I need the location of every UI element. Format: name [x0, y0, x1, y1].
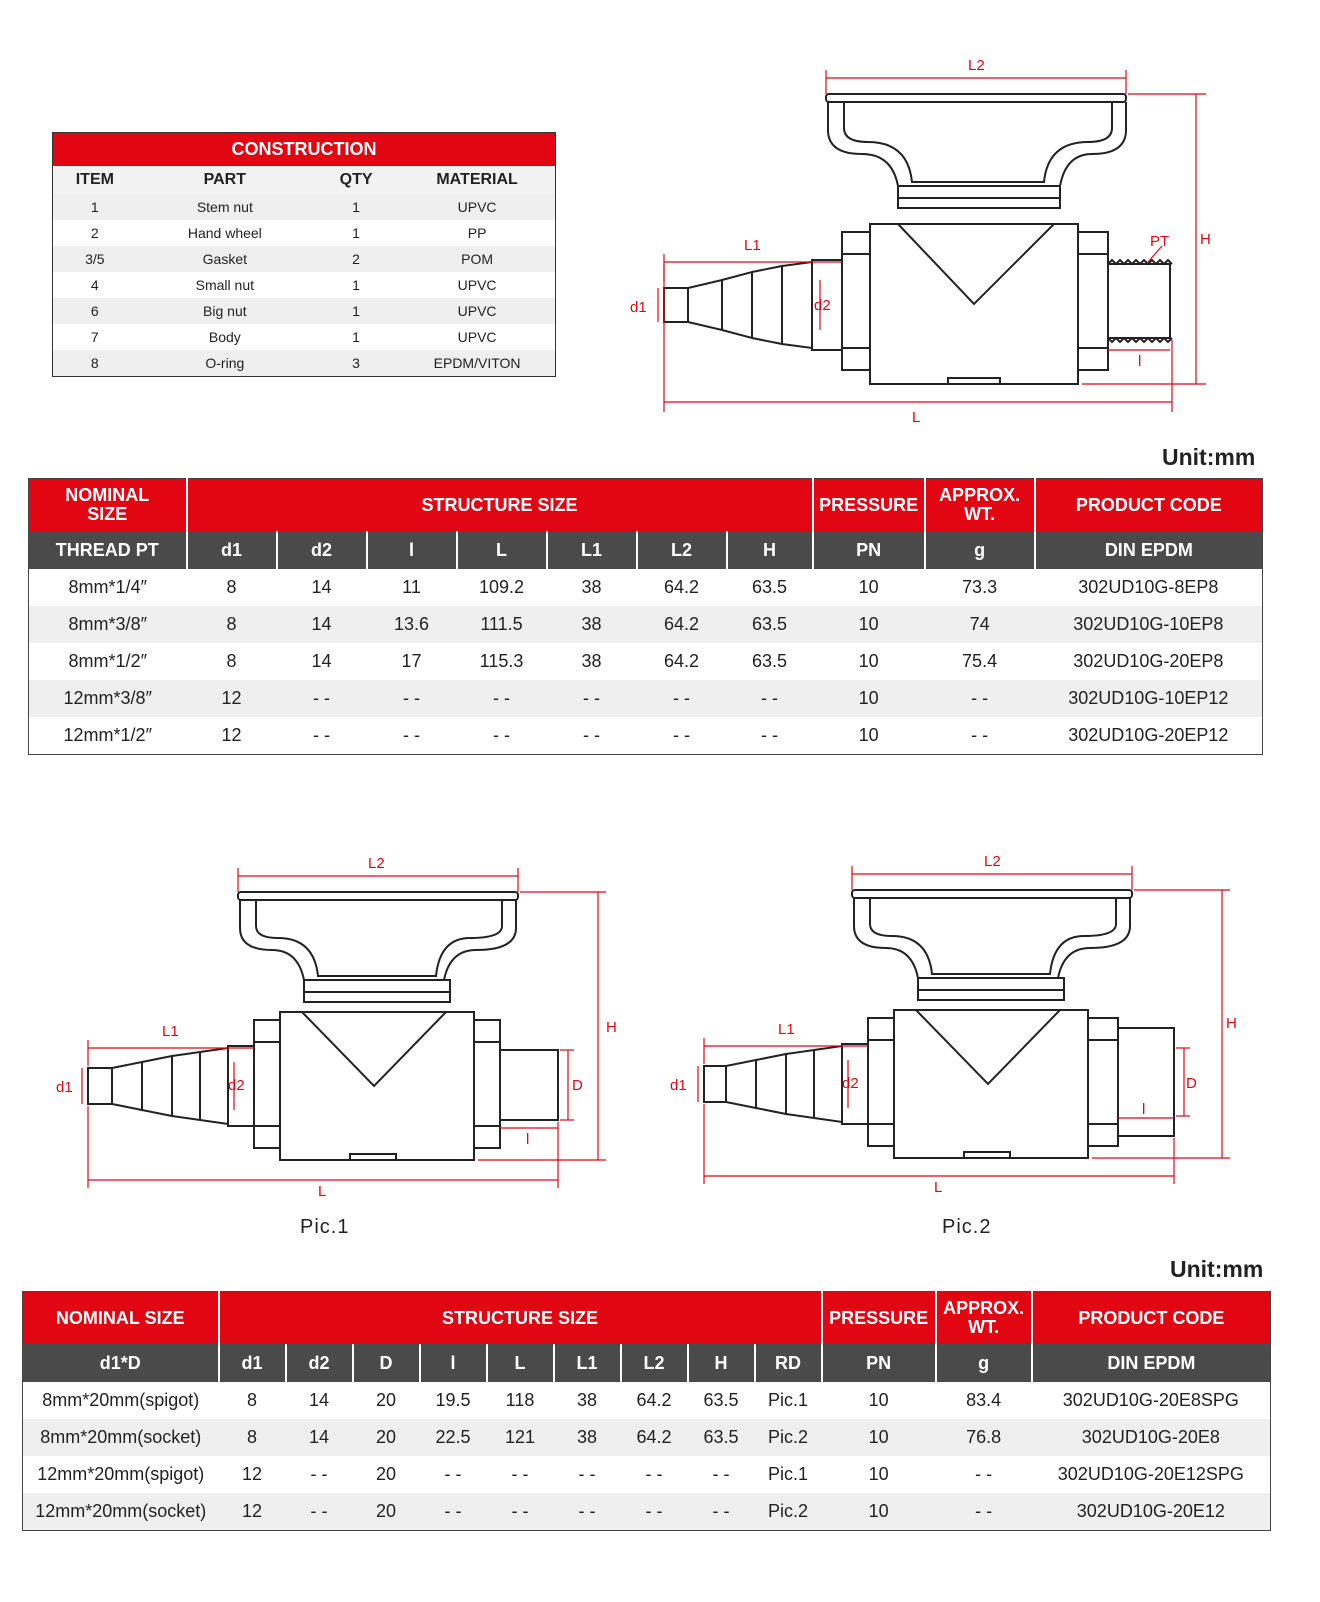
table-cell: - - — [313, 725, 330, 745]
table-cell: 118 — [505, 1390, 535, 1410]
table-cell: 302UD10G-20E12SPG — [1057, 1464, 1244, 1484]
table-row — [23, 1419, 1271, 1456]
table-cell: 1 — [313, 298, 399, 324]
pic2-label-L1: L1 — [778, 1021, 795, 1038]
spec-table-spigot-socket — [22, 1291, 1271, 1531]
table-cell: - - — [367, 680, 457, 717]
table-cell: 10 — [858, 577, 879, 597]
table-row — [53, 350, 556, 377]
table-cell: 302UD10G-20E8 — [1032, 1419, 1271, 1456]
spec-col-header: d1*D — [23, 1344, 219, 1382]
table-cell: 2 — [90, 225, 99, 241]
spec1-header-group-row — [29, 479, 1263, 532]
table-cell: 64.2 — [663, 651, 700, 671]
table-cell: 13.6 — [367, 606, 457, 643]
table-cell: EPDM/VITON — [399, 350, 555, 377]
table-cell: - - — [444, 1464, 462, 1484]
table-cell: - - — [578, 1464, 596, 1484]
table-cell: 1 — [352, 277, 360, 293]
table-cell: - - — [403, 725, 420, 745]
pic1-caption: Pic.1 — [300, 1216, 350, 1238]
table-cell: 38 — [581, 577, 602, 597]
table-cell: 63.5 — [752, 577, 788, 597]
table-cell: 8mm*1/2″ — [68, 651, 147, 671]
pic1-label-d1: d1 — [56, 1079, 73, 1096]
label-L2: L2 — [968, 57, 985, 74]
table-cell: 3 — [313, 350, 399, 377]
construction-col-header: PART — [137, 166, 313, 194]
label-l: l — [1138, 353, 1142, 370]
table-cell: 73.3 — [962, 577, 998, 597]
pic2-label-d2: d2 — [842, 1075, 859, 1092]
table-cell: 38 — [547, 606, 637, 643]
table-row — [53, 324, 556, 350]
table-cell: - - — [420, 1493, 487, 1531]
pic1-label-L: L — [318, 1183, 327, 1200]
table-cell: 12mm*3/8″ — [29, 680, 187, 717]
table-cell: 10 — [858, 651, 879, 671]
table-cell: 7 — [90, 329, 99, 345]
table-cell: Pic.1 — [768, 1464, 809, 1484]
table-cell: 17 — [401, 651, 422, 671]
table-cell: 8 — [53, 350, 137, 377]
table-cell: - - — [645, 1464, 663, 1484]
spec-col-header: THREAD PT — [29, 531, 187, 569]
table-cell: 302UD10G-10EP12 — [1035, 680, 1263, 717]
table-cell: 2 — [313, 246, 399, 272]
table-cell: 63.5 — [703, 1390, 739, 1410]
table-cell: 63.5 — [688, 1419, 755, 1456]
table-row — [29, 680, 1263, 717]
table-cell: 14 — [308, 1390, 330, 1410]
table-cell: 14 — [311, 577, 332, 597]
table-cell: Gasket — [137, 246, 313, 272]
construction-col-header: ITEM — [53, 166, 137, 194]
pic1-label-L1: L1 — [162, 1023, 179, 1040]
table-cell: 38 — [581, 651, 602, 671]
spec2-head-nominal: NOMINAL SIZE — [23, 1292, 219, 1345]
table-cell: Body — [208, 329, 241, 345]
table-cell: Pic.2 — [755, 1419, 822, 1456]
pic2-socket-drawing — [664, 852, 1244, 1202]
table-cell: 12mm*20mm(socket) — [23, 1493, 219, 1531]
table-cell: 12mm*20mm(spigot) — [37, 1464, 205, 1484]
table-cell: - - — [277, 680, 367, 717]
table-row — [29, 717, 1263, 755]
table-cell: 20 — [353, 1419, 420, 1456]
table-cell: - - — [547, 680, 637, 717]
table-cell: 302UD10G-20EP8 — [1073, 651, 1224, 671]
label-d2: d2 — [814, 297, 831, 314]
pic2-label-H: H — [1226, 1015, 1237, 1032]
spec-col-header: DIN EPDM — [1035, 531, 1263, 569]
table-cell: 63.5 — [752, 651, 788, 671]
table-cell: - - — [936, 1493, 1032, 1531]
label-PT: PT — [1150, 233, 1170, 250]
spec-col-header: g — [936, 1344, 1032, 1382]
table-cell: 109.2 — [478, 577, 525, 597]
table-cell: Stem nut — [137, 194, 313, 220]
table-cell: 1 — [313, 194, 399, 220]
table-cell: - - — [688, 1493, 755, 1531]
construction-title: CONSTRUCTION — [53, 133, 556, 167]
table-row — [53, 246, 556, 272]
spec-col-header: l — [367, 531, 457, 569]
spec-col-header: L1 — [554, 1344, 621, 1382]
spec2-body — [23, 1382, 1271, 1531]
spec2-head-structure: STRUCTURE SIZE — [219, 1292, 822, 1345]
table-cell: 63.5 — [727, 606, 813, 643]
spec-col-header: H — [688, 1344, 755, 1382]
table-cell: Pic.1 — [768, 1390, 809, 1410]
table-cell: 111.5 — [457, 606, 547, 643]
table-cell: - - — [761, 725, 779, 745]
spec2-header-group-row — [23, 1292, 1271, 1345]
table-cell: 10 — [813, 606, 925, 643]
pic1-label-l: l — [526, 1131, 530, 1148]
table-cell: Big nut — [137, 298, 313, 324]
table-cell: 10 — [858, 725, 879, 745]
table-cell: 10 — [813, 680, 925, 717]
spec-col-header: L — [487, 1344, 554, 1382]
spec-col-header: DIN EPDM — [1032, 1344, 1271, 1382]
table-cell: 8mm*20mm(socket) — [23, 1419, 219, 1456]
table-cell: PP — [467, 225, 487, 241]
table-cell: 10 — [822, 1493, 936, 1531]
table-cell: 10 — [868, 1390, 889, 1410]
table-cell: 64.2 — [621, 1419, 688, 1456]
table-row — [29, 643, 1263, 680]
spec2-head-pressure: PRESSURE — [822, 1292, 936, 1345]
table-cell: 8 — [187, 606, 277, 643]
table-cell: 4 — [90, 277, 99, 293]
pic1-label-D: D — [572, 1077, 583, 1094]
table-cell: 302UD10G-20EP12 — [1068, 725, 1229, 745]
table-cell: - - — [712, 1464, 730, 1484]
construction-col-header: MATERIAL — [399, 166, 555, 194]
table-cell: - - — [554, 1493, 621, 1531]
spec-col-header: d2 — [286, 1344, 353, 1382]
spec-col-header: d1 — [187, 531, 277, 569]
table-cell: 302UD10G-10EP8 — [1035, 606, 1263, 643]
construction-table — [52, 132, 556, 377]
table-cell: 20 — [375, 1390, 397, 1410]
table-cell: 12 — [241, 1464, 263, 1484]
table-cell: UPVC — [399, 194, 555, 220]
spec1-head-code: PRODUCT CODE — [1035, 479, 1263, 532]
table-cell: 10 — [868, 1464, 889, 1484]
table-cell: 19.5 — [435, 1390, 471, 1410]
table-cell: 38 — [576, 1390, 598, 1410]
pic1-spigot-drawing — [50, 852, 630, 1202]
table-cell: - - — [493, 725, 510, 745]
table-row — [23, 1456, 1271, 1493]
pic2-label-L2: L2 — [984, 853, 1001, 870]
table-cell: POM — [399, 246, 555, 272]
table-cell: 121 — [487, 1419, 554, 1456]
table-cell: 14 — [286, 1419, 353, 1456]
spec1-head-pressure: PRESSURE — [813, 479, 925, 532]
table-cell: 64.2 — [637, 606, 727, 643]
table-row — [53, 220, 556, 246]
table-cell: 38 — [554, 1419, 621, 1456]
table-cell: 3/5 — [53, 246, 137, 272]
table-cell: 76.8 — [936, 1419, 1032, 1456]
pic2-label-L: L — [934, 1179, 943, 1196]
table-cell: 12mm*1/2″ — [63, 725, 152, 745]
table-cell: - - — [637, 680, 727, 717]
table-cell: 115.3 — [479, 651, 524, 671]
table-cell: 12 — [221, 725, 242, 745]
table-cell: UPVC — [399, 298, 555, 324]
table-cell: 22.5 — [420, 1419, 487, 1456]
table-row — [53, 194, 556, 220]
table-cell: 6 — [53, 298, 137, 324]
table-cell: O-ring — [137, 350, 313, 377]
table-row — [29, 606, 1263, 643]
table-cell: - - — [673, 725, 690, 745]
table-cell: - - — [975, 1464, 993, 1484]
table-cell: - - — [925, 680, 1035, 717]
spec-col-header: D — [353, 1344, 420, 1382]
spec-col-header: RD — [755, 1344, 822, 1382]
table-cell: Hand wheel — [187, 225, 262, 241]
spec1-body — [29, 569, 1263, 755]
table-cell: Small nut — [195, 277, 254, 293]
spec-col-header: d1 — [219, 1344, 286, 1382]
table-cell: 11 — [402, 577, 421, 597]
unit-label-2: Unit:mm — [1170, 1256, 1264, 1282]
pic1-label-L2: L2 — [368, 855, 385, 872]
pic2-caption: Pic.2 — [942, 1216, 992, 1238]
table-cell: 64.2 — [663, 577, 700, 597]
spec1-head-weight: APPROX. WT. — [925, 479, 1035, 532]
label-L1: L1 — [744, 237, 761, 254]
spec-col-header: H — [727, 531, 813, 569]
label-d1: d1 — [630, 299, 647, 316]
spec-col-header: L1 — [547, 531, 637, 569]
table-cell: 8 — [219, 1419, 286, 1456]
table-cell: 20 — [375, 1464, 397, 1484]
pic1-label-H: H — [606, 1019, 617, 1036]
table-cell: 64.2 — [636, 1390, 672, 1410]
spec-col-header: PN — [813, 531, 925, 569]
table-row — [53, 298, 556, 324]
spec-col-header: d2 — [277, 531, 367, 569]
table-cell: - - — [971, 725, 989, 745]
table-cell: - - — [286, 1493, 353, 1531]
table-cell: - - — [457, 680, 547, 717]
pic2-label-D: D — [1186, 1075, 1197, 1092]
table-row — [29, 569, 1263, 606]
spec-col-header: L2 — [621, 1344, 688, 1382]
pic2-label-l: l — [1142, 1101, 1146, 1118]
spec-col-header: L — [457, 531, 547, 569]
spec2-head-code: PRODUCT CODE — [1032, 1292, 1271, 1345]
table-cell: 302UD10G-8EP8 — [1078, 577, 1219, 597]
table-cell: 8 — [246, 1390, 257, 1410]
table-cell: 14 — [277, 606, 367, 643]
spec-col-header: g — [925, 531, 1035, 569]
table-cell: 8mm*20mm(spigot) — [42, 1390, 200, 1410]
table-cell: UPVC — [457, 329, 497, 345]
table-cell: 1 — [352, 329, 360, 345]
spec2-header-row — [23, 1344, 1271, 1382]
table-cell: 8mm*3/8″ — [29, 606, 187, 643]
spec-col-header: l — [420, 1344, 487, 1382]
table-cell: 302UD10G-20E8SPG — [1062, 1390, 1239, 1410]
table-cell: Pic.2 — [755, 1493, 822, 1531]
label-L: L — [912, 409, 921, 426]
spec-col-header: L2 — [637, 531, 727, 569]
table-cell: 14 — [311, 651, 332, 671]
table-cell: - - — [310, 1464, 328, 1484]
table-cell: - - — [511, 1464, 529, 1484]
table-row — [23, 1493, 1271, 1531]
spec1-head-structure: STRUCTURE SIZE — [187, 479, 813, 532]
construction-header-row — [53, 166, 556, 194]
spec1-head-nominal: NOMINAL SIZE — [29, 479, 187, 532]
construction-col-header: QTY — [313, 166, 399, 194]
pic1-label-d2: d2 — [228, 1077, 245, 1094]
table-cell: 12 — [219, 1493, 286, 1531]
table-cell: - - — [727, 680, 813, 717]
spec-table-threaded — [28, 478, 1263, 755]
table-cell: - - — [487, 1493, 554, 1531]
table-cell: 8 — [226, 577, 237, 597]
spec2-head-weight: APPROX. WT. — [936, 1292, 1032, 1345]
table-cell: 8mm*1/4″ — [68, 577, 147, 597]
spec-col-header: PN — [822, 1344, 936, 1382]
table-cell: 1 — [53, 194, 137, 220]
threaded-valve-drawing — [630, 50, 1270, 440]
table-cell: UPVC — [457, 277, 497, 293]
table-cell: 10 — [822, 1419, 936, 1456]
table-cell: - - — [583, 725, 600, 745]
table-row — [23, 1382, 1271, 1419]
table-cell: 8 — [226, 651, 237, 671]
table-row — [53, 272, 556, 298]
table-cell: 83.4 — [966, 1390, 1002, 1410]
table-cell: 75.4 — [962, 651, 998, 671]
spec1-header-row — [29, 531, 1263, 569]
table-cell: 12 — [187, 680, 277, 717]
unit-label-1: Unit:mm — [1162, 444, 1256, 470]
pic2-label-d1: d1 — [670, 1077, 687, 1094]
construction-body — [53, 194, 556, 377]
table-cell: 302UD10G-20E12 — [1032, 1493, 1271, 1531]
table-cell: - - — [621, 1493, 688, 1531]
table-cell: 1 — [352, 225, 360, 241]
table-cell: 20 — [353, 1493, 420, 1531]
label-H: H — [1200, 231, 1211, 248]
table-cell: 74 — [925, 606, 1035, 643]
